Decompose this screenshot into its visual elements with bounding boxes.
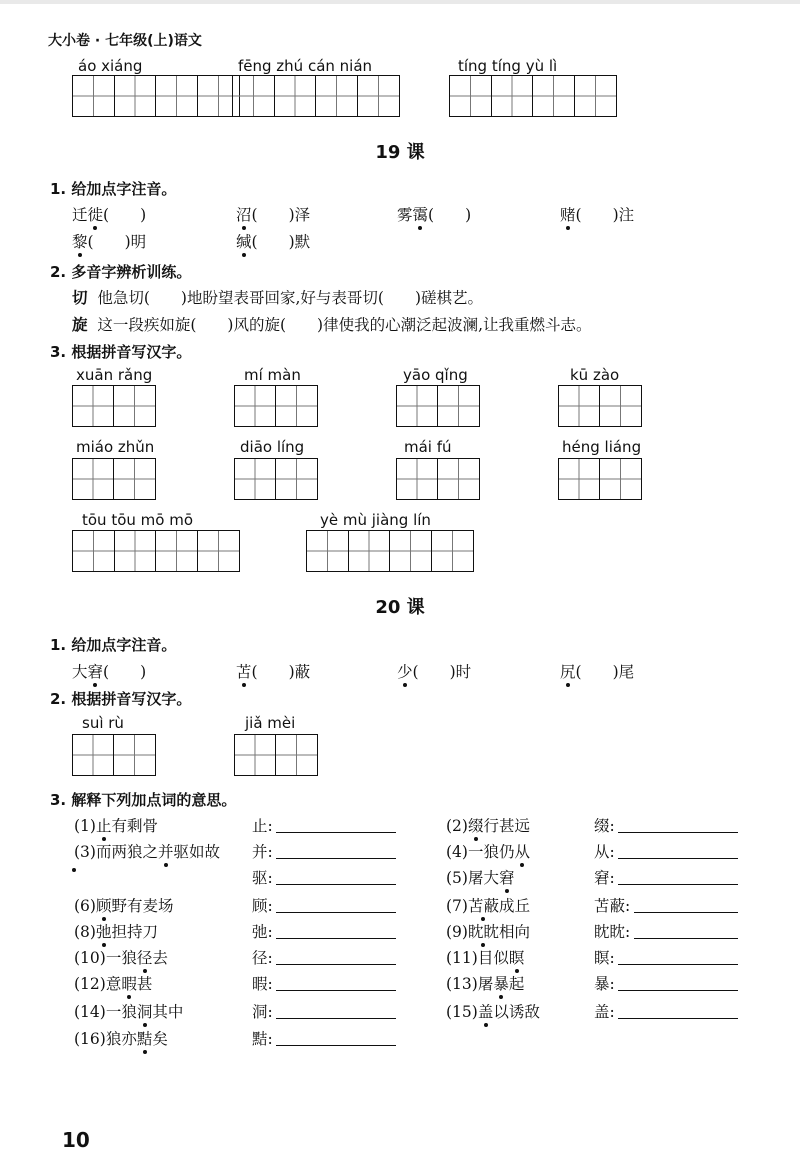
phonetic-item: 大窘( ) (72, 663, 147, 681)
pinyin-label: mí màn (244, 366, 301, 384)
answer-blank[interactable] (634, 924, 738, 939)
writing-grid[interactable] (558, 458, 642, 500)
explain-phrase: (7)苫蔽成丘 (446, 897, 530, 915)
explain-answer: 黠: (252, 1030, 273, 1048)
writing-grid[interactable] (232, 75, 400, 117)
pinyin-label: suì rù (82, 714, 124, 732)
explain-answer: 暴: (594, 975, 615, 993)
explain-phrase: (14)一狼洞其中 (74, 1003, 184, 1021)
explain-answer: 盖: (594, 1003, 615, 1021)
polyphone-line: 旋 这一段疾如旋( )风的旋( )律使我的心潮泛起波澜,让我重燃斗志。 (72, 316, 592, 334)
explain-phrase: (10)一狼径去 (74, 949, 168, 967)
pinyin-label: áo xiáng (78, 57, 143, 75)
explain-phrase: (9)眈眈相向 (446, 923, 530, 941)
explain-phrase: (5)屠大窘 (446, 869, 515, 887)
polyphone-line: 切 他急切( )地盼望表哥回家,好与表哥切( )磋棋艺。 (72, 289, 483, 307)
phonetic-item: 尻( )尾 (560, 663, 635, 681)
explain-answer: 苫蔽: (594, 897, 631, 915)
pinyin-label: yè mù jiàng lín (320, 511, 431, 529)
explain-answer: 顾: (252, 897, 273, 915)
pinyin-label: miáo zhǔn (76, 438, 155, 456)
question-title: 3. 根据拼音写汉字。 (50, 343, 192, 361)
pinyin-label: xuān rǎng (76, 366, 153, 384)
explain-answer: 从: (594, 843, 615, 861)
answer-blank[interactable] (618, 844, 738, 859)
pinyin-label: kū zào (570, 366, 620, 384)
pinyin-label: jiǎ mèi (245, 714, 296, 732)
answer-blank[interactable] (618, 818, 738, 833)
explain-phrase: (4)一狼仍从 (446, 843, 530, 861)
answer-blank[interactable] (276, 1031, 396, 1046)
answer-blank[interactable] (276, 844, 396, 859)
pinyin-label: mái fú (404, 438, 452, 456)
phonetic-item: 少( )时 (397, 663, 472, 681)
explain-phrase: (13)屠暴起 (446, 975, 525, 993)
writing-grid[interactable] (558, 385, 642, 427)
explain-phrase: (1)止有剩骨 (74, 817, 158, 835)
phonetic-item: 沼( )泽 (236, 206, 311, 224)
answer-blank[interactable] (276, 924, 396, 939)
explain-phrase: (11)目似瞑 (446, 949, 525, 967)
explain-phrase: (3)而两狼之并驱如故 (74, 843, 221, 861)
explain-answer: 驱: (252, 869, 273, 887)
lesson-19-title: 19 课 (375, 142, 425, 163)
pinyin-label: tíng tíng yù lì (458, 57, 558, 75)
question-title: 2. 多音字辨析训练。 (50, 263, 192, 281)
question-title: 1. 给加点字注音。 (50, 636, 177, 654)
answer-blank[interactable] (276, 898, 396, 913)
lesson-20-title: 20 课 (375, 597, 425, 618)
page-number: 10 (62, 1128, 90, 1152)
writing-grid[interactable] (72, 75, 240, 117)
pinyin-label: yāo qǐng (403, 366, 468, 384)
explain-answer: 眈眈: (594, 923, 631, 941)
explain-phrase: (15)盖以诱敌 (446, 1003, 540, 1021)
phonetic-item: 赌( )注 (560, 206, 635, 224)
pinyin-label: tōu tōu mō mō (82, 511, 194, 529)
writing-grid[interactable] (72, 734, 156, 776)
writing-grid[interactable] (234, 385, 318, 427)
answer-blank[interactable] (276, 950, 396, 965)
explain-phrase: (16)狼亦黠矣 (74, 1030, 168, 1048)
explain-answer: 并: (252, 843, 273, 861)
answer-blank[interactable] (276, 870, 396, 885)
answer-blank[interactable] (634, 898, 738, 913)
answer-blank[interactable] (276, 818, 396, 833)
explain-answer: 窘: (594, 869, 615, 887)
explain-answer: 暇: (252, 975, 273, 993)
phonetic-item: 迁徙( ) (72, 206, 147, 224)
answer-blank[interactable] (618, 950, 738, 965)
answer-blank[interactable] (276, 976, 396, 991)
explain-phrase: (2)缀行甚远 (446, 817, 530, 835)
explain-answer: 弛: (252, 923, 273, 941)
explain-answer: 止: (252, 817, 273, 835)
phonetic-item: 缄( )默 (236, 233, 311, 251)
writing-grid[interactable] (72, 385, 156, 427)
writing-grid[interactable] (396, 385, 480, 427)
question-title: 2. 根据拼音写汉字。 (50, 690, 192, 708)
answer-blank[interactable] (618, 1004, 738, 1019)
top-rule (0, 0, 800, 4)
question-title: 3. 解释下列加点词的意思。 (50, 791, 237, 809)
phonetic-item: 苫( )蔽 (236, 663, 311, 681)
writing-grid[interactable] (72, 530, 240, 572)
explain-answer: 缀: (594, 817, 615, 835)
answer-blank[interactable] (618, 870, 738, 885)
pinyin-label: héng liáng (562, 438, 642, 456)
pinyin-label: fēng zhú cán nián (238, 57, 373, 75)
answer-blank[interactable] (276, 1004, 396, 1019)
explain-phrase: (6)顾野有麦场 (74, 897, 174, 915)
writing-grid[interactable] (396, 458, 480, 500)
writing-grid[interactable] (72, 458, 156, 500)
writing-grid[interactable] (234, 734, 318, 776)
writing-grid[interactable] (306, 530, 474, 572)
page-header: 大小卷 · 七年级(上)语文 (48, 33, 202, 49)
question-title: 1. 给加点字注音。 (50, 180, 177, 198)
writing-grid[interactable] (449, 75, 617, 117)
explain-phrase: (8)弛担持刀 (74, 923, 158, 941)
writing-grid[interactable] (234, 458, 318, 500)
explain-answer: 径: (252, 949, 273, 967)
phonetic-item: 黎( )明 (72, 233, 147, 251)
explain-phrase: (12)意暇甚 (74, 975, 153, 993)
phonetic-item: 雾霭( ) (397, 206, 472, 224)
explain-answer: 洞: (252, 1003, 273, 1021)
explain-answer: 瞑: (594, 949, 615, 967)
answer-blank[interactable] (618, 976, 738, 991)
pinyin-label: diāo líng (240, 438, 305, 456)
